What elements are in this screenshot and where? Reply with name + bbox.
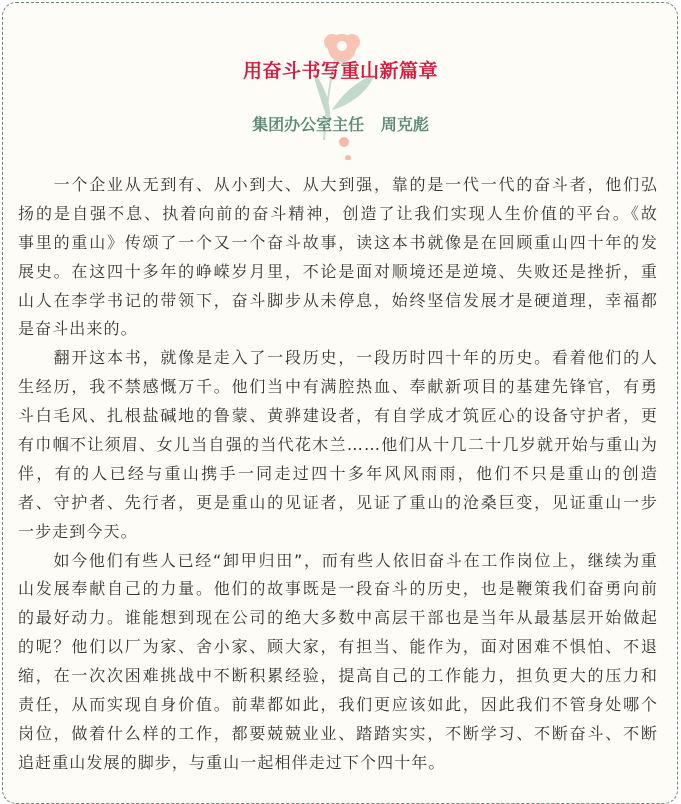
paragraph-line: 的最好动力。谁能想到现在公司的绝大多数中高层干部也是当年从最基层开始做起 [18, 608, 658, 628]
paragraph-line: 缩，在一次次困难挑战中不断积累经验，提高自己的工作能力，担负更大的压力和 [18, 666, 658, 686]
paragraph-line: 山人在李学书记的带领下，奋斗脚步从未停息，始终坚信发展才是硬道理，幸福都 [18, 290, 658, 310]
paragraph [18, 547, 658, 778]
article-body [18, 171, 658, 778]
paragraph-line: 如今他们有些人已经“卸甲归田”，而有些人依旧奋斗在工作岗位上，继续为重 [18, 550, 658, 570]
paragraph-line: 者、守护者、先行者，更是重山的见证者，见证了重山的沧桑巨变，见证重山一步 [18, 492, 658, 512]
paragraph-line: 山发展奉献自己的力量。他们的故事既是一段奋斗的历史，也是鞭策我们奋勇向前 [18, 579, 658, 599]
paragraph-line: 翻开这本书，就像是走入了一段历史，一段历时四十年的历史。看着他们的人 [18, 348, 658, 368]
article-title: 用奋斗书写重山新篇章 [242, 60, 438, 82]
paragraph-line: 有巾帼不让须眉、女儿当自强的当代花木兰……他们从十几二十几岁就开始与重山为 [18, 435, 658, 455]
paragraph-line: 是奋斗出来的。 [18, 319, 138, 339]
paragraph-line: 责任，从而实现自身价值。前辈都如此，我们更应该如此，因此我们不管身处哪个 [18, 695, 658, 715]
paragraph [18, 344, 658, 546]
paragraph-line: 生经历，我不禁感慨万千。他们当中有满腔热血、奉献新项目的基建先锋官，有勇 [18, 377, 658, 397]
paragraph-line: 扬的是自强不息、执着向前的奋斗精神，创造了让我们实现人生价值的平台。《故 [18, 203, 658, 223]
paragraph-line: 的呢？他们以厂为家、舍小家、顾大家，有担当、能作为，面对困难不惧怕、不退 [18, 637, 658, 657]
paragraph-line: 展史。在这四十多年的峥嵘岁月里，不论是面对顺境还是逆境、失败还是挫折，重 [18, 261, 658, 281]
flower-decoration-icon [290, 30, 390, 160]
paragraph-line: 一个企业从无到有、从小到大、从大到强，靠的是一代一代的奋斗者，他们弘 [18, 175, 658, 194]
paragraph-line: 岗位，做着什么样的工作，都要兢兢业业、踏踏实实，不断学习、不断奋斗、不断 [18, 723, 658, 743]
paragraph-line: 追赶重山发展的脚步，与重山一起相伴走过下个四十年。 [18, 752, 446, 772]
paragraph-line: 事里的重山》传颂了一个又一个奋斗故事，读这本书就像是在回顾重山四十年的发 [18, 232, 658, 252]
paragraph-line: 斗白毛风、扎根盐碱地的鲁蒙、黄骅建设者，有自学成才筑匠心的设备守护者，更 [18, 406, 658, 426]
article-byline: 集团办公室主任 周克彪 [252, 115, 429, 134]
paragraph-line: 一步走到今天。 [18, 521, 138, 541]
paragraph-line: 伴，有的人已经与重山携手一同走过四十多年风风雨雨，他们不只是重山的创造 [18, 463, 658, 483]
paragraph [18, 171, 658, 344]
